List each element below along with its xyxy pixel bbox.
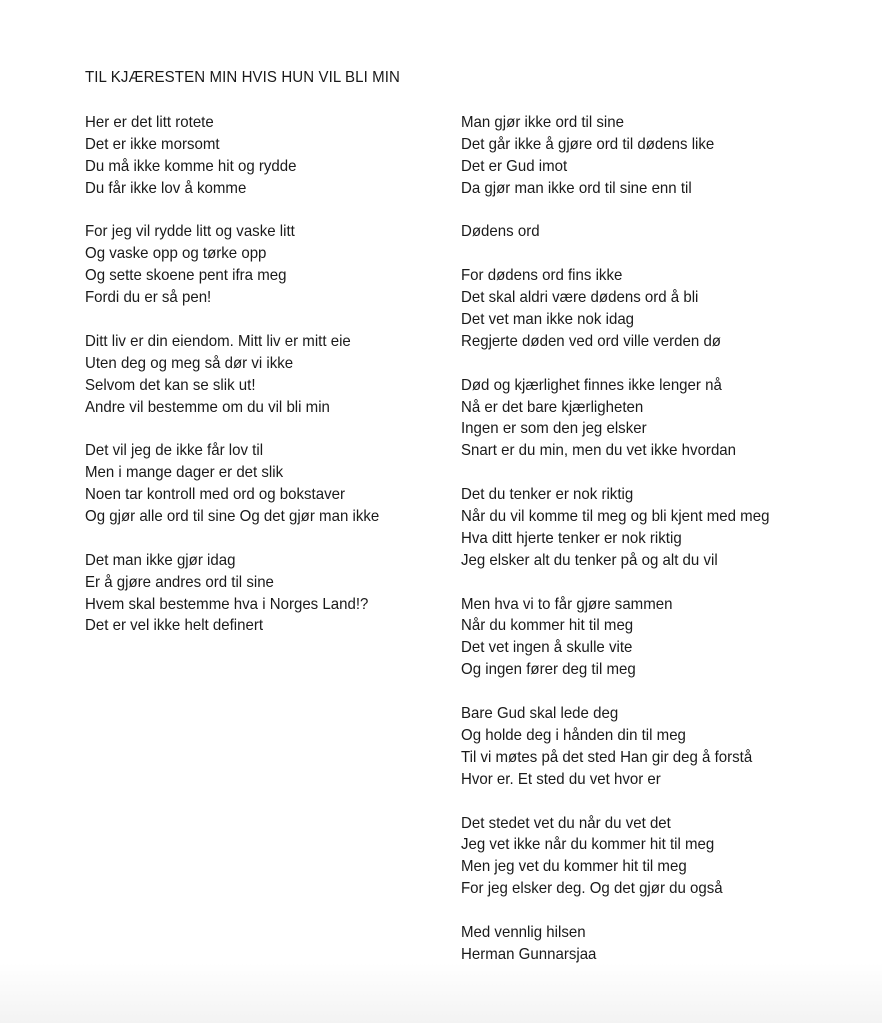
poem-line: Selvom det kan se slik ut! [85, 376, 256, 394]
right-column [461, 112, 769, 966]
stanza [85, 550, 379, 638]
poem-line: Det vet man ikke nok idag [461, 311, 635, 329]
poem-line: Det går ikke å gjøre ord til dødens like [461, 135, 715, 153]
poem-line: Du må ikke komme hit og rydde [85, 157, 297, 175]
poem-line: Men hva vi to får gjøre sammen [461, 595, 673, 613]
poem-line: For dødens ord fins ikke [461, 267, 623, 285]
poem-line: Du får ikke lov å komme [85, 179, 247, 197]
poem-line: Andre vil bestemme om du vil bli min [85, 398, 330, 416]
poem-line: Død og kjærlighet finnes ikke lenger nå [461, 376, 722, 394]
poem-line: Jeg vet ikke når du kommer hit til meg [461, 836, 715, 854]
poem-line: Da gjør man ikke ord til sine enn til [461, 179, 692, 197]
poem-line: Ditt liv er din eiendom. Mitt liv er mitt eie [85, 332, 351, 350]
poem-line: Til vi møtes på det sted Han gir deg å forstå [461, 748, 753, 766]
poem-line: Ingen er som den jeg elsker [461, 420, 647, 438]
poem-line: Nå er det bare kjærligheten [461, 398, 644, 416]
poem-line: Noen tar kontroll med ord og bokstaver [85, 486, 345, 504]
stanza [461, 594, 769, 682]
poem-line: Det du tenker er nok riktig [461, 486, 634, 504]
poem-line: Herman Gunnarsjaa [461, 945, 597, 963]
poem-line: Snart er du min, men du vet ikke hvordan [461, 442, 737, 460]
poem-line: Hva ditt hjerte tenker er nok riktig [461, 529, 682, 547]
poem-line: Men i mange dager er det slik [85, 464, 284, 482]
stanza [85, 221, 379, 309]
poem-line: Og holde deg i hånden din til meg [461, 726, 686, 744]
stanza [85, 440, 379, 528]
poem-line: Hvem skal bestemme hva i Norges Land!? [85, 595, 369, 613]
poem-line: Uten deg og meg så dør vi ikke [85, 354, 294, 372]
poem-line: Men jeg vet du kommer hit til meg [461, 858, 687, 876]
poem-line: Man gjør ikke ord til sine [461, 114, 624, 131]
poem-line: Og vaske opp og tørke opp [85, 245, 267, 263]
poem-line: Det er ikke morsomt [85, 135, 220, 153]
poem-line: Når du vil komme til meg og bli kjent med meg [461, 508, 770, 526]
poem-line: Det vil jeg de ikke får lov til [85, 442, 264, 460]
poem-line: Det er vel ikke helt definert [85, 617, 264, 635]
poem-line: Fordi du er så pen! [85, 289, 212, 307]
poem-line: Det vet ingen å skulle vite [461, 639, 633, 657]
stanza [461, 813, 769, 901]
stanza [461, 703, 769, 791]
stanza [461, 922, 769, 966]
poem-line: Det er Gud imot [461, 157, 568, 175]
poem-line: Her er det litt rotete [85, 114, 214, 131]
poem-line: For jeg elsker deg. Og det gjør du også [461, 880, 723, 898]
stanza [461, 375, 769, 463]
poem-line: Regjerte døden ved ord ville verden dø [461, 332, 721, 350]
stanza [85, 331, 379, 419]
poem-line: Med vennlig hilsen [461, 923, 586, 941]
poem-line: Dødens ord [461, 223, 540, 241]
stanza [461, 221, 769, 243]
poem-line: Og sette skoene pent ifra meg [85, 267, 287, 285]
poem-line: Det man ikke gjør idag [85, 551, 236, 569]
stanza [461, 112, 769, 200]
poem-line: Når du kommer hit til meg [461, 617, 634, 635]
stanza [461, 265, 769, 353]
poem-line: Og gjør alle ord til sine Og det gjør man ikke [85, 508, 380, 526]
poem-line: Er å gjøre andres ord til sine [85, 573, 274, 591]
poem-line: Og ingen fører deg til meg [461, 661, 636, 679]
poem-title: TIL KJÆRESTEN MIN HVIS HUN VIL BLI MIN [85, 69, 401, 86]
poem-line: Hvor er. Et sted du vet hvor er [461, 770, 661, 788]
poem-line: For jeg vil rydde litt og vaske litt [85, 223, 295, 241]
poem-line: Det skal aldri være dødens ord å bli [461, 289, 699, 307]
poem-line: Det stedet vet du når du vet det [461, 814, 671, 832]
poem-line: Bare Gud skal lede deg [461, 705, 619, 723]
stanza [461, 484, 769, 572]
poem-line: Jeg elsker alt du tenker på og alt du vil [461, 551, 718, 569]
stanza [85, 112, 379, 200]
left-column [85, 112, 379, 637]
